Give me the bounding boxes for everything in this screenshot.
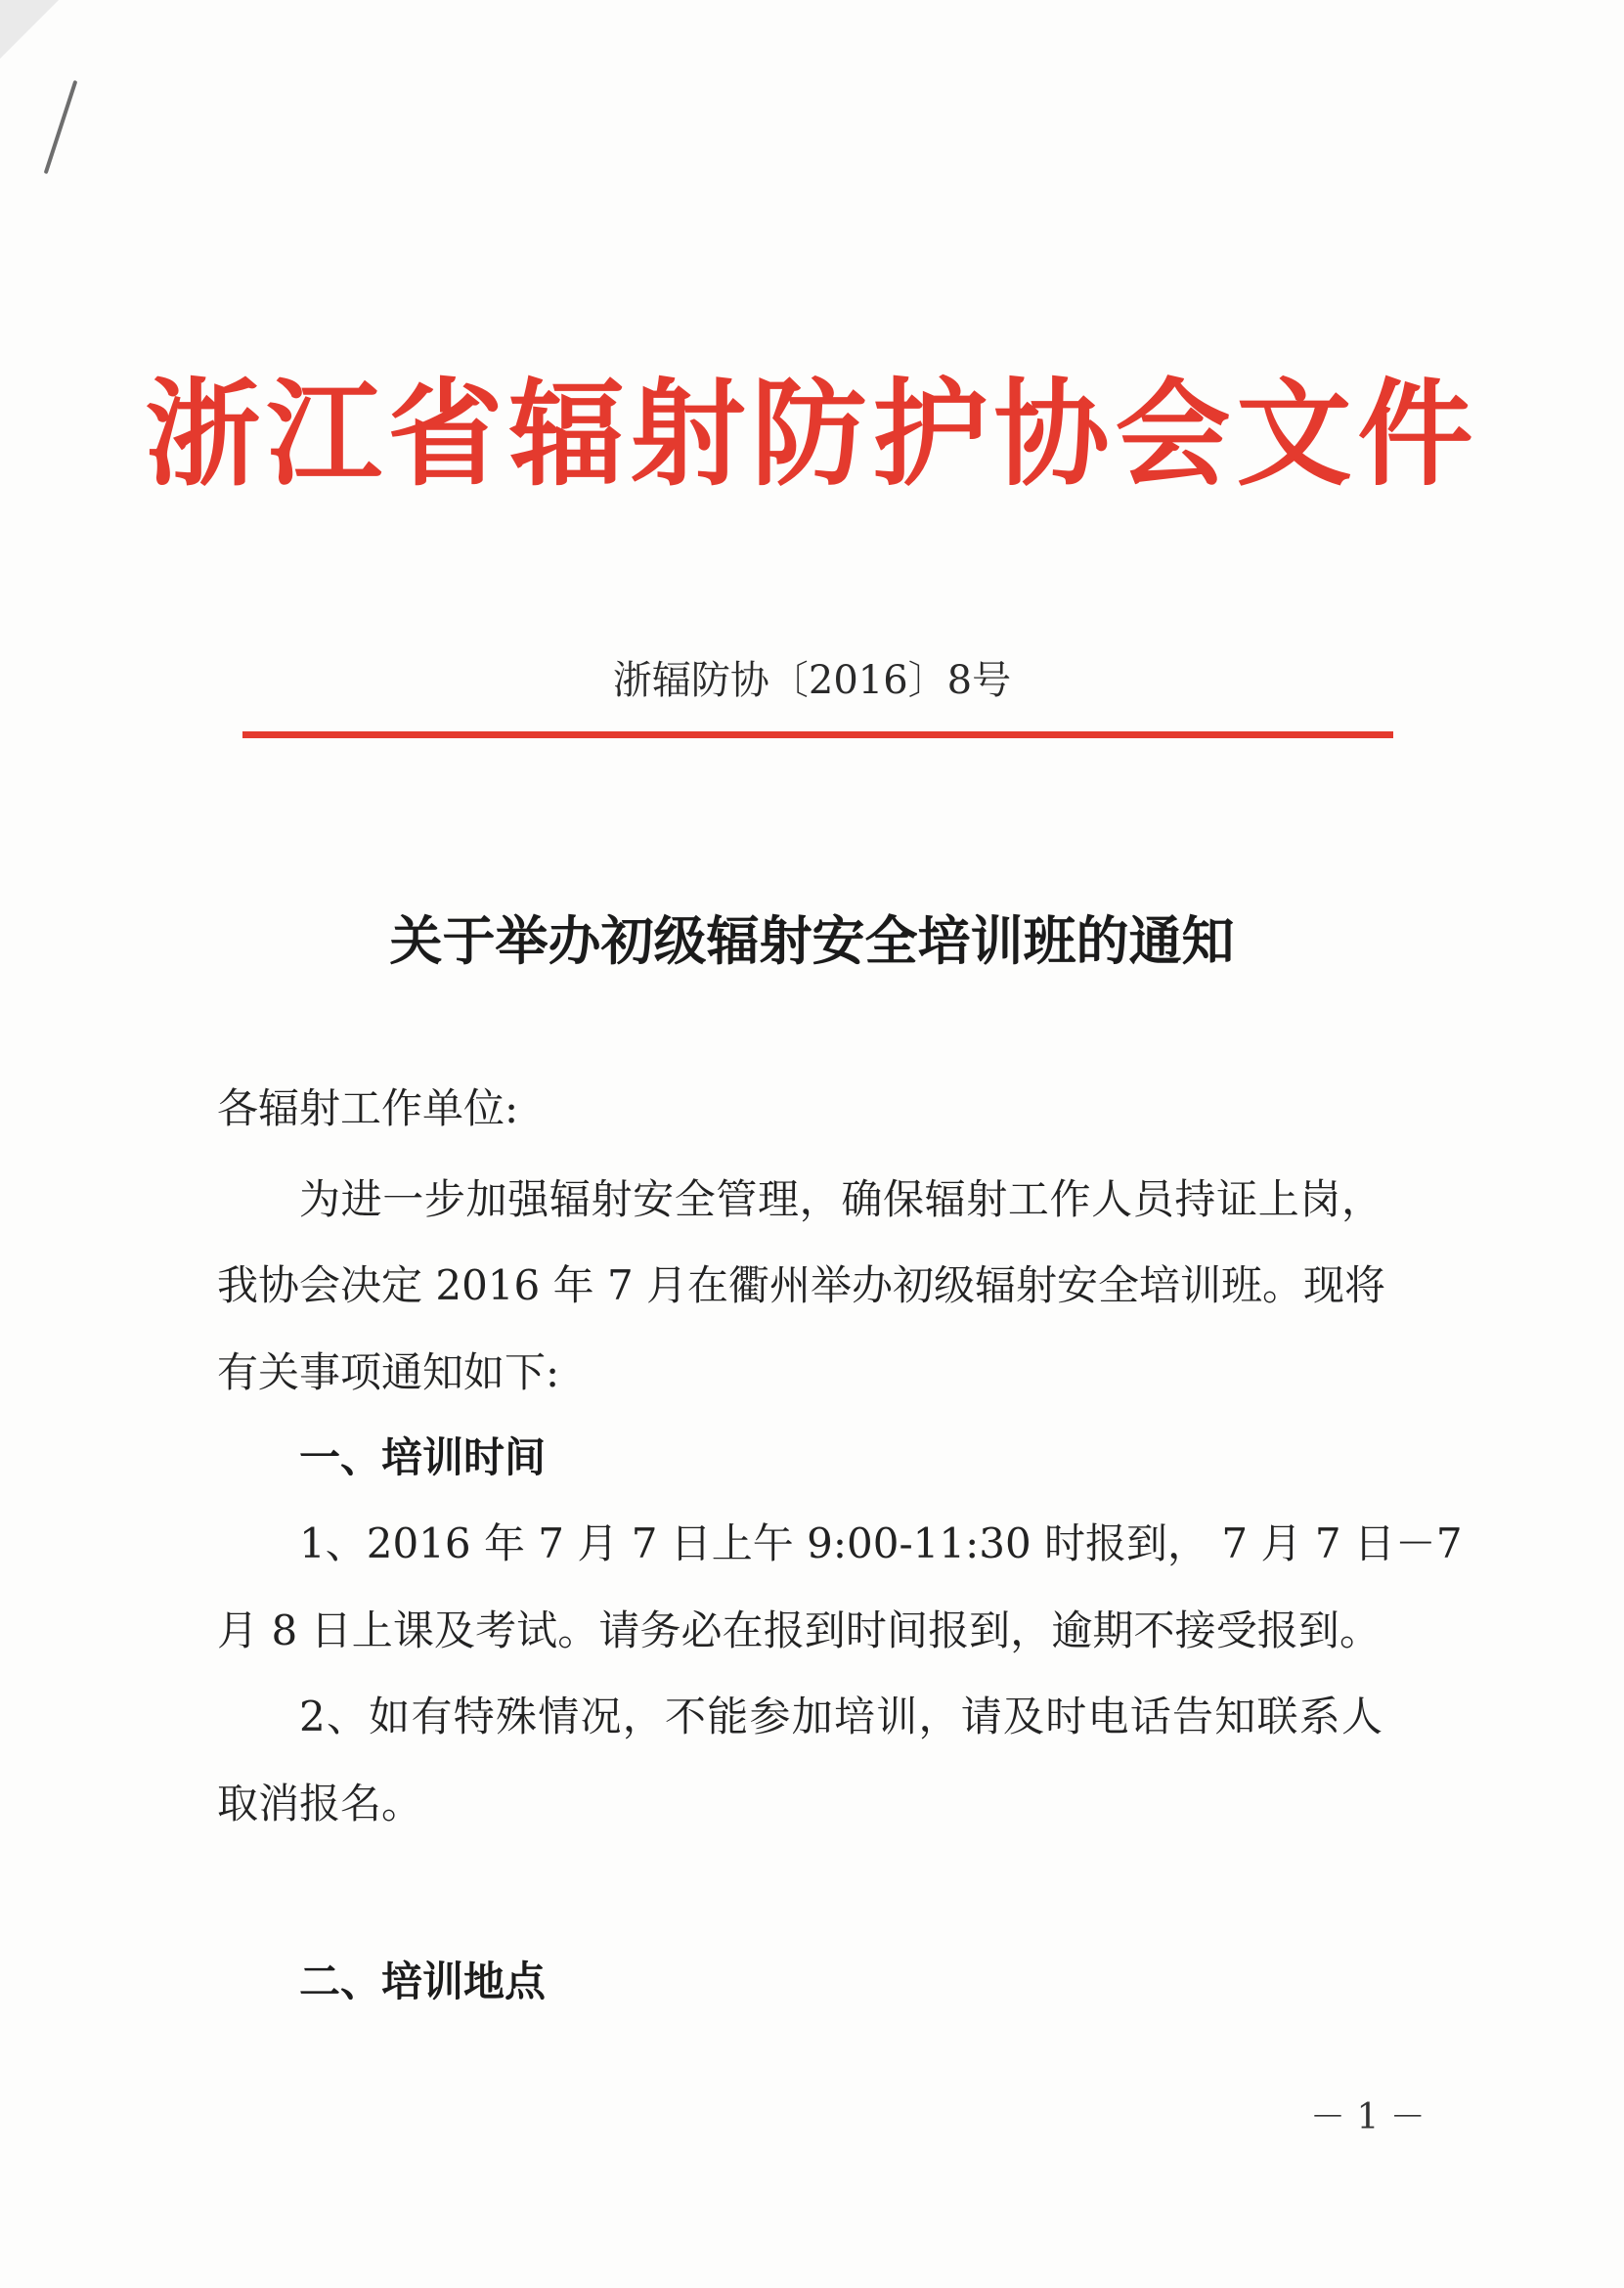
notice-title: 关于举办初级辐射安全培训班的通知 (389, 909, 1235, 972)
red-divider-line (242, 731, 1393, 738)
item-1-line-1: 1、2016 年 7 月 7 日上午 9:00-11:30 时报到， 7 月 7 日－7 (299, 1519, 1463, 1567)
document-number: 浙辐防协〔2016〕8号 (612, 658, 1012, 703)
paragraph-line-1: 为进一步加强辐射安全管理，确保辐射工作人员持证上岗， (299, 1175, 1383, 1223)
paragraph-line-3: 有关事项通知如下: (217, 1348, 560, 1396)
item-2-line-2: 取消报名。 (217, 1780, 423, 1827)
folded-corner (0, 0, 59, 59)
paragraph-line-2: 我协会决定 2016 年 7 月在衢州举办初级辐射安全培训班。现将 (217, 1261, 1386, 1309)
pen-stroke-mark (44, 80, 78, 174)
document-header-title: 浙江省辐射防护协会文件 (145, 367, 1479, 502)
section-heading-training-time: 一、培训时间 (299, 1433, 547, 1481)
page-number: － 1 － (1310, 2097, 1426, 2137)
item-1-line-2: 月 8 日上课及考试。请务必在报到时间报到，逾期不接受报到。 (217, 1606, 1381, 1654)
section-heading-training-location: 二、培训地点 (299, 1958, 547, 2005)
salutation: 各辐射工作单位: (217, 1084, 519, 1132)
item-2-line-1: 2、如有特殊情况，不能参加培训，请及时电话告知联系人 (299, 1693, 1383, 1740)
